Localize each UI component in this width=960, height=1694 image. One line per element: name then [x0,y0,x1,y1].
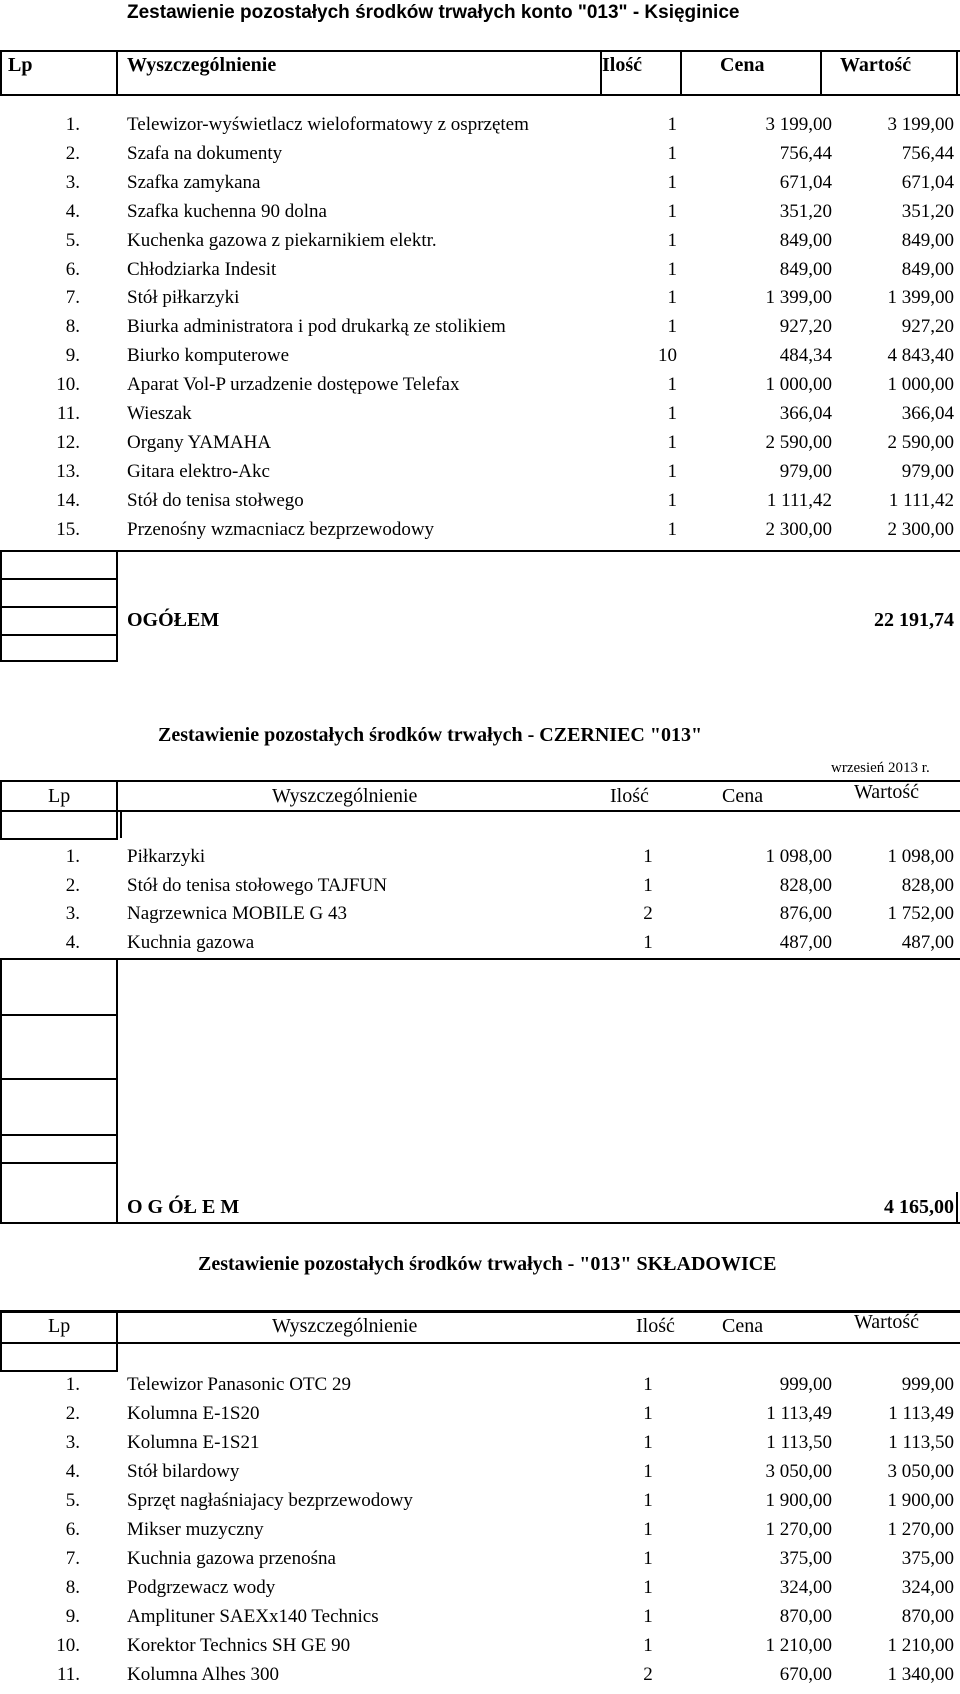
row-value: 3 050,00 [887,1461,954,1482]
row-qty: 1 [643,1432,653,1453]
s2-header-price: Cena [722,785,764,807]
row-name: Amplituner SAEXx140 Technics [127,1606,379,1627]
s2-border [116,810,118,840]
row-value: 1 113,49 [888,1403,954,1424]
row-lp: 9. [65,1606,80,1627]
row-price: 3 199,00 [765,114,832,135]
row-name: Nagrzewnica MOBILE G 43 [127,903,348,924]
row-value: 1 752,00 [887,903,954,924]
row-value: 487,00 [901,931,954,953]
s1-total-label: OGÓŁEM [127,609,220,631]
row-qty: 1 [667,460,677,482]
row-value: 828,00 [901,874,954,896]
row-price: 1 113,49 [766,1403,832,1424]
row-name: Organy YAMAHA [127,431,272,453]
row-value: 979,00 [901,460,954,482]
s1-header-name: Wyszczególnienie [127,54,277,76]
row-name: Szafa na dokumenty [127,142,283,164]
row-price: 375,00 [779,1548,832,1569]
row-name: Sprzęt nagłaśniajacy bezprzewodowy [127,1490,413,1511]
row-value: 1 111,42 [888,489,954,511]
row-price: 3 050,00 [765,1461,832,1482]
row-lp: 12. [56,431,80,453]
row-price: 999,00 [779,1374,832,1395]
row-lp: 3. [65,903,80,924]
row-value: 3 199,00 [887,114,954,135]
s1-border [956,50,958,96]
s3-header-value: Wartość [854,1311,920,1333]
row-name: Stół do tenisa stołwego [127,489,304,511]
row-price: 849,00 [779,258,832,280]
s2-border [0,1014,118,1016]
row-name: Biurka administratora i pod drukarką ze stolikiem [127,316,506,338]
s3-header-price: Cena [722,1315,764,1337]
row-lp: 9. [65,345,80,367]
row-qty: 1 [667,258,677,280]
row-price: 979,00 [779,460,832,482]
row-price: 1 098,00 [765,846,832,867]
row-value: 1 210,00 [887,1635,954,1656]
section-1-title: Zestawienie pozostałych środków trwałych konto "013" - Księginice [127,2,740,23]
row-qty: 2 [643,1664,653,1685]
row-qty: 1 [643,1606,653,1627]
row-value: 1 098,00 [887,846,954,867]
s2-header-qty: Ilość [610,785,649,807]
row-lp: 8. [65,316,80,338]
row-name: Stół do tenisa stołowego TAJFUN [127,874,387,896]
row-qty: 1 [667,229,677,251]
row-lp: 3. [65,1432,80,1453]
row-lp: 11. [56,403,80,424]
row-qty: 1 [667,374,677,396]
row-value: 351,20 [901,200,954,222]
row-name: Kolumna E-1S20 [127,1403,260,1424]
s1-border [0,94,960,96]
row-qty: 1 [643,874,653,896]
row-qty: 1 [667,489,677,511]
row-price: 1 900,00 [765,1490,832,1511]
row-lp: 7. [65,1548,80,1569]
s2-total-label: O G ÓŁ E M [127,1196,240,1218]
row-name: Telewizor-wyświetlacz wieloformatowy z osprzętem [127,114,529,135]
row-name: Szafka kuchenna 90 dolna [127,200,327,222]
row-price: 1 399,00 [765,287,832,309]
s2-border [120,812,122,838]
s2-border [0,958,2,1224]
row-value: 1 340,00 [887,1664,954,1685]
row-value: 999,00 [901,1374,954,1395]
s2-border [956,1192,958,1224]
s2-border [0,838,118,840]
row-name: Chłodziarka Indesit [127,258,277,280]
row-lp: 13. [56,460,80,482]
row-value: 2 300,00 [887,518,954,540]
row-price: 1 270,00 [765,1519,832,1540]
row-qty: 1 [667,316,677,338]
s1-header-price: Cena [720,54,765,76]
row-lp: 2. [65,142,80,164]
row-price: 1 210,00 [765,1635,832,1656]
s3-border [0,1342,960,1344]
row-value: 927,20 [901,316,954,338]
row-name: Aparat Vol-P urzadzenie dostępowe Telefax [127,374,460,396]
row-lp: 10. [56,1635,80,1656]
row-name: Kolumna Alhes 300 [127,1664,279,1685]
row-price: 876,00 [779,903,832,924]
row-lp: 2. [65,874,80,896]
row-qty: 1 [643,1403,653,1424]
row-name: Kuchnia gazowa [127,931,255,953]
row-lp: 2. [65,1403,80,1424]
row-lp: 4. [65,1461,80,1482]
row-value: 324,00 [901,1577,954,1598]
row-qty: 1 [643,1374,653,1395]
row-price: 927,20 [779,316,832,338]
row-name: Biurko komputerowe [127,345,290,367]
row-lp: 14. [56,489,80,511]
row-name: Szafka zamykana [127,171,261,193]
row-price: 670,00 [779,1664,832,1685]
row-name: Przenośny wzmacniacz bezprzewodowy [127,518,435,540]
row-qty: 2 [643,903,653,924]
s2-border [0,1162,118,1164]
row-value: 756,44 [901,142,954,164]
row-name: Podgrzewacz wody [127,1577,276,1598]
row-qty: 1 [643,1490,653,1511]
s2-border [0,780,960,782]
row-value: 2 590,00 [887,431,954,453]
row-name: Korektor Technics SH GE 90 [127,1635,351,1656]
row-qty: 1 [667,403,677,424]
s1-border [0,50,2,96]
row-value: 1 900,00 [887,1490,954,1511]
row-name: Gitara elektro-Akc [127,460,270,482]
s3-border [116,1310,118,1372]
row-qty: 1 [667,114,677,135]
s1-header-value: Wartość [840,54,912,76]
row-price: 484,34 [779,345,832,367]
row-name: Piłkarzyki [127,846,206,867]
row-qty: 1 [643,846,653,867]
row-lp: 4. [65,200,80,222]
row-value: 4 843,40 [887,345,954,367]
row-qty: 1 [643,1519,653,1540]
s1-border [0,634,118,636]
s3-header-name: Wyszczególnienie [272,1315,418,1337]
s2-border [0,1078,118,1080]
row-lp: 4. [65,931,80,953]
row-value: 671,04 [901,171,954,193]
row-qty: 1 [643,1577,653,1598]
row-qty: 10 [658,345,677,367]
s1-border [0,50,960,52]
row-price: 870,00 [779,1606,832,1627]
row-value: 1 270,00 [887,1519,954,1540]
row-name: Mikser muzyczny [127,1519,264,1540]
row-name: Kuchenka gazowa z piekarnikiem elektr. [127,229,437,251]
s1-header-qty: Ilość [602,54,642,76]
row-name: Wieszak [127,403,192,424]
row-price: 324,00 [779,1577,832,1598]
row-price: 487,00 [779,931,832,953]
s2-border [0,958,960,960]
s2-border [0,1134,118,1136]
row-value: 1 113,50 [888,1432,954,1453]
row-name: Stół bilardowy [127,1461,240,1482]
row-qty: 1 [667,142,677,164]
row-price: 1 111,42 [766,489,832,511]
s2-border [0,1222,960,1224]
s1-border [680,50,682,96]
row-qty: 1 [643,1548,653,1569]
s2-header-lp: Lp [48,785,71,807]
section-2-title: Zestawienie pozostałych środków trwałych - CZERNIEC "013" [158,724,703,746]
row-lp: 10. [56,374,80,396]
s1-border [0,550,960,552]
row-lp: 6. [65,1519,80,1540]
row-qty: 1 [667,171,677,193]
row-name: Stół piłkarzyki [127,287,240,309]
row-value: 1 399,00 [887,287,954,309]
row-value: 849,00 [901,258,954,280]
row-qty: 1 [667,431,677,453]
s1-header-lp: Lp [8,54,33,76]
s3-header-lp: Lp [48,1315,71,1337]
row-lp: 5. [65,1490,80,1511]
row-lp: 1. [65,114,80,135]
s2-total-value: 4 165,00 [884,1196,954,1218]
row-price: 366,04 [779,403,832,424]
row-qty: 1 [643,931,653,953]
row-lp: 15. [56,518,80,540]
s1-total-value: 22 191,74 [874,609,954,631]
row-lp: 6. [65,258,80,280]
row-qty: 1 [643,1461,653,1482]
row-value: 870,00 [901,1606,954,1627]
row-lp: 11. [56,1664,80,1685]
s2-border [116,958,118,1224]
row-price: 1 000,00 [765,374,832,396]
row-price: 351,20 [779,200,832,222]
row-value: 849,00 [901,229,954,251]
row-price: 2 590,00 [765,431,832,453]
row-lp: 1. [65,846,80,867]
row-name: Kuchnia gazowa przenośna [127,1548,336,1569]
row-value: 366,04 [901,403,954,424]
row-value: 1 000,00 [887,374,954,396]
row-name: Kolumna E-1S21 [127,1432,260,1453]
s3-border [0,1310,960,1313]
row-price: 828,00 [779,874,832,896]
row-name: Telewizor Panasonic OTC 29 [127,1374,351,1395]
s2-header-value: Wartość [854,781,920,803]
row-qty: 1 [643,1635,653,1656]
row-price: 849,00 [779,229,832,251]
row-price: 2 300,00 [765,518,832,540]
row-lp: 3. [65,171,80,193]
row-lp: 5. [65,229,80,251]
row-price: 1 113,50 [766,1432,832,1453]
row-price: 671,04 [779,171,832,193]
s3-border [0,1310,2,1372]
s1-border [0,578,118,580]
s2-header-name: Wyszczególnienie [272,785,418,807]
row-lp: 8. [65,1577,80,1598]
s1-border [0,606,118,608]
s1-border [0,660,118,662]
s2-border [0,810,960,812]
row-lp: 7. [65,287,80,309]
row-qty: 1 [667,287,677,309]
row-value: 375,00 [901,1548,954,1569]
row-price: 756,44 [779,142,832,164]
s2-date: wrzesień 2013 r. [831,760,930,776]
row-lp: 1. [65,1374,80,1395]
s1-border [116,50,118,96]
section-3-title: Zestawienie pozostałych środków trwałych - "013" SKŁADOWICE [198,1253,777,1275]
s3-border [0,1370,118,1372]
row-qty: 1 [667,200,677,222]
s3-header-qty: Ilość [636,1315,675,1337]
row-qty: 1 [667,518,677,540]
s1-border [820,50,822,96]
